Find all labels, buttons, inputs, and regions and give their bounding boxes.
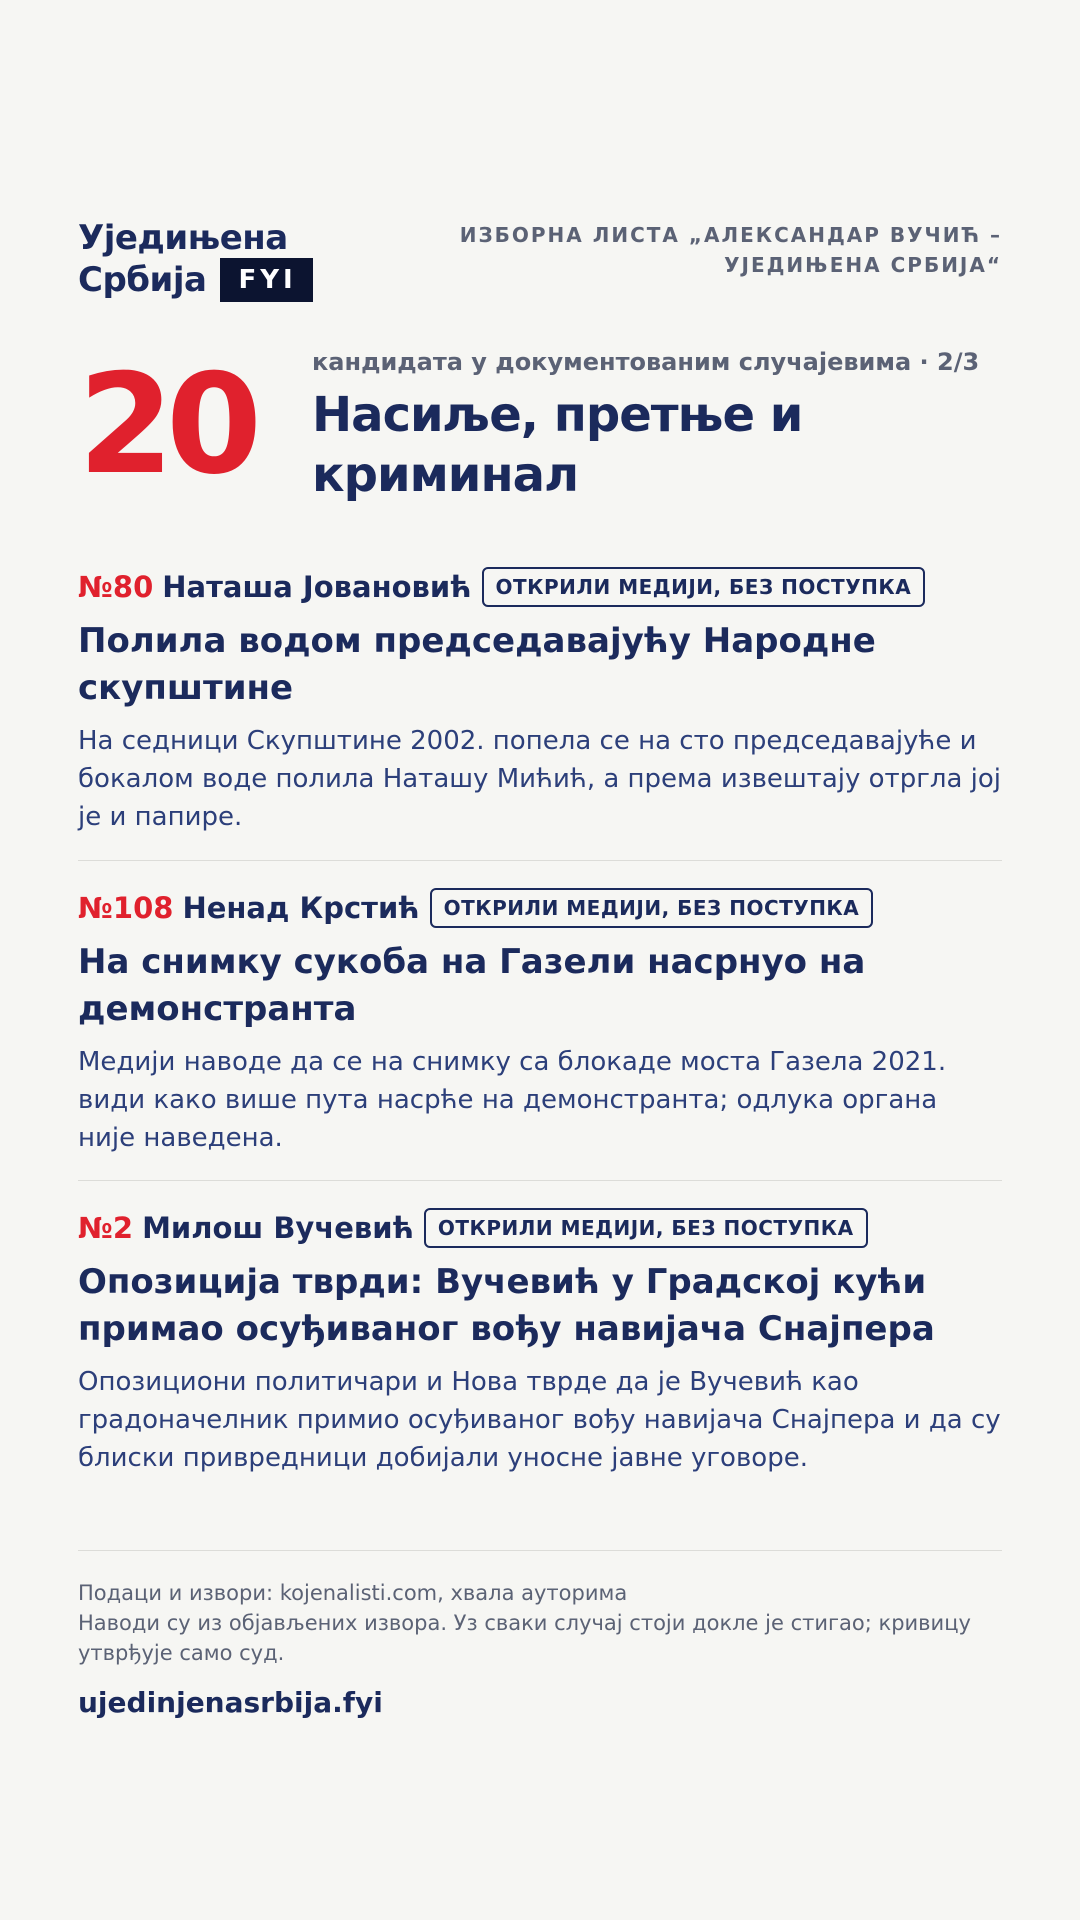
logo-title-word: Србија [78, 260, 207, 300]
entry-item [78, 861, 1002, 1181]
entry-status-badge: ОТКРИЛИ МЕДИЈИ, БЕЗ ПОСТУПКА [430, 888, 874, 928]
electoral-list-name [442, 220, 1002, 280]
logo-title-line2 [78, 258, 313, 302]
entry-headline: Опозиција тврди: Вучевић у Градској кући примао осуђиваног вођу навијача Снајпера [78, 1262, 935, 1349]
electoral-list-name-line2: УЈЕДИЊЕНА СРБИЈА“ [724, 253, 1002, 277]
entry-description: Медији наводе да се на снимку са блокаде моста Газела 2021. види како више пута насрће на демонстранта; одлука органа није наведена. [78, 1047, 947, 1153]
footer-notes [78, 1578, 1002, 1668]
hero-subtitle: кандидата у документованим случајевима · 2/3 [312, 348, 980, 376]
entry-number: №80 [78, 570, 154, 604]
entry-meta [78, 562, 1002, 612]
entry-description: На седници Скупштине 2002. попела се на сто председавајуће и бокалом воде полила Наташу Мићић, а према извештају отргла јој је и папире. [78, 726, 1002, 832]
entry-number: №108 [78, 891, 174, 925]
entry-description: Опозициони политичари и Нова тврде да је Вучевић као градоначелник примио осуђиваног вођу навијача Снајпера и да су блиски привредници добијали уносне јавне уговоре. [78, 1367, 1001, 1473]
entry-candidate: Милош Вучевић [142, 1211, 414, 1245]
footer-url-link[interactable]: ujedinjenasrbija.fyi [78, 1686, 383, 1719]
entry-status-badge: ОТКРИЛИ МЕДИЈИ, БЕЗ ПОСТУПКА [482, 567, 926, 607]
candidate-count: 20 [78, 344, 255, 505]
entry-item [78, 1181, 1002, 1477]
hero-title: Насиље, претње и криминал [312, 387, 803, 503]
entry-candidate: Наташа Јовановић [162, 570, 472, 604]
entry-meta [78, 1203, 1002, 1253]
entry-meta [78, 883, 1002, 933]
electoral-list-name-line1: ИЗБОРНА ЛИСТА „АЛЕКСАНДАР ВУЧИЋ – [459, 223, 1002, 247]
logo-fyi-badge: FYI [220, 258, 312, 302]
footer-sources: Подаци и извори: kojenalisti.com, хвала ауторима [78, 1581, 628, 1605]
entry-headline: Полила водом председавајућу Народне скупштине [78, 621, 876, 708]
entry-status-badge: ОТКРИЛИ МЕДИЈИ, БЕЗ ПОСТУПКА [424, 1208, 868, 1248]
hero [78, 345, 1002, 505]
logo-title-line1: Уједињена [78, 218, 288, 258]
entry-candidate: Ненад Крстић [182, 891, 420, 925]
footer-disclaimer: Наводи су из објављених извора. Уз сваки случај стоји докле је стигао; кривицу утврђује само суд. [78, 1611, 971, 1665]
logo [78, 218, 313, 302]
entries-list [78, 562, 1002, 1477]
entry-headline: На снимку сукоба на Газели насрнуо на демонстранта [78, 942, 866, 1029]
entry-number: №2 [78, 1211, 134, 1245]
header [78, 218, 1002, 308]
entry-item [78, 562, 1002, 861]
footer-divider [78, 1550, 1002, 1551]
